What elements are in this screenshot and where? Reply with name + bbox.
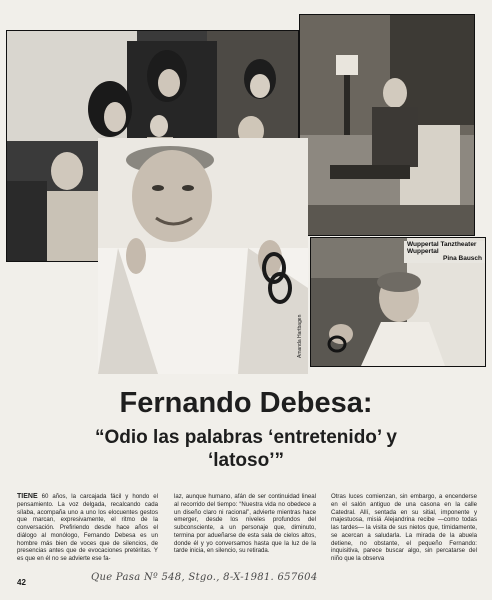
- portrait-photo: [98, 138, 308, 374]
- body-column-1: [17, 493, 158, 563]
- handwritten-note: Que Pasa Nº 548, Stgo., 8-X-1981. 657604: [91, 572, 318, 583]
- page-number: 42: [17, 578, 26, 587]
- body-column-2: [174, 493, 316, 555]
- poster-line-2: Pina Bausch: [442, 254, 482, 262]
- armchair-photo: [299, 14, 475, 236]
- poster-label: [404, 241, 485, 263]
- body-column-2-text: laz, aunque humano, afán de ser continuidad lineal al recorrido del tiempo: “Nuestra vida no obedece a un diseño claro ni racional”, advierte mientras hace emerger, desde los niveles profundos del subconsciente, a un personaje que, diminuto, termina por adueñarse de esta sala de cielos altos, donde él y yo conversamos hasta que la luz de la tarde inicia, en silencio, su retirada.: [174, 493, 316, 555]
- portrait-photo-art: [98, 138, 308, 374]
- armchair-photo-art: [300, 15, 474, 235]
- body-column-3-text: Otras luces comienzan, sin embargo, a encenderse en el salón antiguo de una casona en la calle Catedral. Allí, sentada en su sitial, imponente y majestuosa, misiá Alejandrina recibe —como todas las tardes— la visita de sus nietos que, tímidamente, se acercan a saludarla. La mirada de la abuela detiene, no obstante, el pequeño Fernando: inquisitiva, parece buscar algo, sin percatarse del niño que la observa: [331, 493, 477, 562]
- photo-credit: Amanda Hartbagen: [297, 314, 303, 358]
- body-column-3: [331, 493, 477, 563]
- poster-line-1: Wuppertal Tanztheater Wuppertal: [407, 241, 477, 255]
- headline: Fernando Debesa:: [119, 387, 373, 419]
- body-column-1-text: [17, 493, 158, 563]
- dropcap: TIENE: [17, 493, 38, 500]
- body-column-1-body: 60 años, la carcajada fácil y hondo el pensamiento. La voz delgada, recalcando cada sílaba, acompaña uno a uno los elocuentes gestos que marcan, expresivamente, el ritmo de la conversación. Prefiriendo desde hace años el diálogo al monólogo, Fernando Debesa es un hombre más bien de voces que de silencios, de presencias antes que de evocaciones pretéritas. Y es que en él no se advierte ese fa-: [17, 493, 158, 562]
- subheadline: “Odio las palabras ‘entretenido’ y ‘latoso’”: [95, 427, 397, 471]
